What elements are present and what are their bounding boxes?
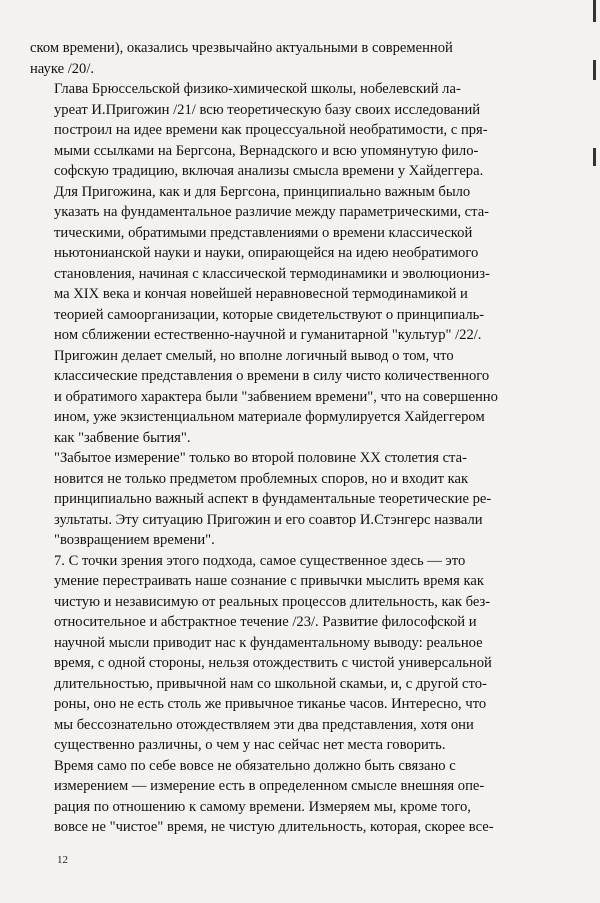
text-line: указать на фундаментальное различие между параметрическими, ста- — [54, 204, 490, 220]
text-line: научной мысли приводит нас к фундаментальному выводу: реальное — [54, 634, 483, 651]
text-line: Пригожин делает смелый, но вполне логичный вывод о том, что — [54, 347, 454, 364]
text-line: науке /20/. — [30, 60, 95, 77]
text-line: новится не только предметом проблемных споров, но и входит как — [54, 470, 469, 487]
paragraph-2 — [30, 79, 586, 346]
text-line: ином, уже экзистенциальном материале формулируется Хайдеггером — [54, 409, 485, 425]
text-line: время, с одной стороны, нельзя отождествить с чистой универсальной — [54, 655, 492, 671]
text-line: мы бессознательно отождествляем эти два представления, хотя они — [54, 716, 474, 733]
text-line: мыми ссылками на Бергсона, Вернадского и всю упомянутую фило- — [54, 142, 479, 159]
text-line: ма XIX века и кончая новейшей неравновесной термодинамикой и — [54, 286, 468, 302]
scan-edge-mark — [593, 60, 596, 80]
text-line: 7. С точки зрения этого подхода, самое существенное здесь — это — [54, 552, 466, 569]
text-line: софскую традицию, включая анализы смысла времени у Хайдеггера. — [54, 163, 484, 179]
text-line: построил на идее времени как процессуальной необратимости, с пря- — [54, 122, 488, 138]
text-line: теорией самоорганизации, которые свидетельствуют о принципиаль- — [54, 306, 485, 323]
text-line: уреат И.Пригожин /21/ всю теоретическую базу своих исследований — [54, 101, 481, 118]
scan-edge-mark — [593, 0, 596, 22]
page-number: 12 — [57, 854, 68, 866]
text-line: зультаты. Эту ситуацию Пригожин и его соавтор И.Стэнгерс назвали — [54, 511, 483, 528]
text-line: становления, начиная с классической термодинамики и эволюциониз- — [54, 265, 490, 282]
text-line: рация по отношению к самому времени. Измеряем мы, кроме того, — [54, 798, 471, 815]
body-text — [30, 38, 586, 838]
text-line: умение перестраивать наше сознание с привычки мыслить время как — [54, 573, 484, 589]
text-line: чистую и независимую от реальных процессов длительность, как без- — [54, 593, 491, 610]
paragraph-6 — [30, 756, 586, 838]
paragraph-1 — [30, 38, 586, 79]
text-line: длительностью, привычной нам со школьной скамьи, и, с другой сто- — [54, 675, 487, 692]
paragraph-5 — [30, 551, 586, 756]
text-line: ньютонианской науки и науки, опирающейся на идею необратимого — [54, 245, 479, 261]
text-line: Глава Брюссельской физико-химической школы, нобелевский ла- — [54, 81, 461, 97]
text-line: Для Пригожина, как и для Бергсона, принципиально важным было — [54, 183, 471, 200]
text-line: ном сближении естественно-научной и гуманитарной "культур" /22/. — [54, 327, 482, 343]
scan-edge-mark — [593, 148, 596, 166]
text-line: относительное и абстрактное течение /23/. Развитие философской и — [54, 614, 477, 630]
text-line: "Забытое измерение" только во второй половине XX столетия ста- — [54, 450, 467, 466]
text-line: вовсе не "чистое" время, не чистую длительность, которая, скорее все- — [54, 819, 494, 835]
text-line: измерением — измерение есть в определенном смысле внешняя опе- — [54, 778, 485, 794]
paragraph-3 — [30, 346, 586, 449]
text-line: тическими, обратимыми представлениями о времени классической — [54, 224, 473, 241]
text-line: и обратимого характера были "забвением времени", что на совершенно — [54, 388, 498, 405]
text-line: классические представления о времени в силу чисто количественного — [54, 368, 490, 384]
text-line: "возвращением времени". — [54, 532, 215, 548]
text-line: Время само по себе вовсе не обязательно должно быть связано с — [54, 757, 456, 774]
text-line: роны, оно не есть столь же привычное тиканье часов. Интересно, что — [54, 696, 487, 712]
text-line: как "забвение бытия". — [54, 429, 191, 446]
text-line: принципиально важный аспект в фундаментальные теоретические ре- — [54, 491, 492, 507]
paragraph-4 — [30, 448, 586, 551]
text-line: существенно различны, о чем у нас сейчас нет места говорить. — [54, 737, 446, 753]
text-line: ском времени), оказались чрезвычайно актуальными в современной — [30, 40, 453, 56]
